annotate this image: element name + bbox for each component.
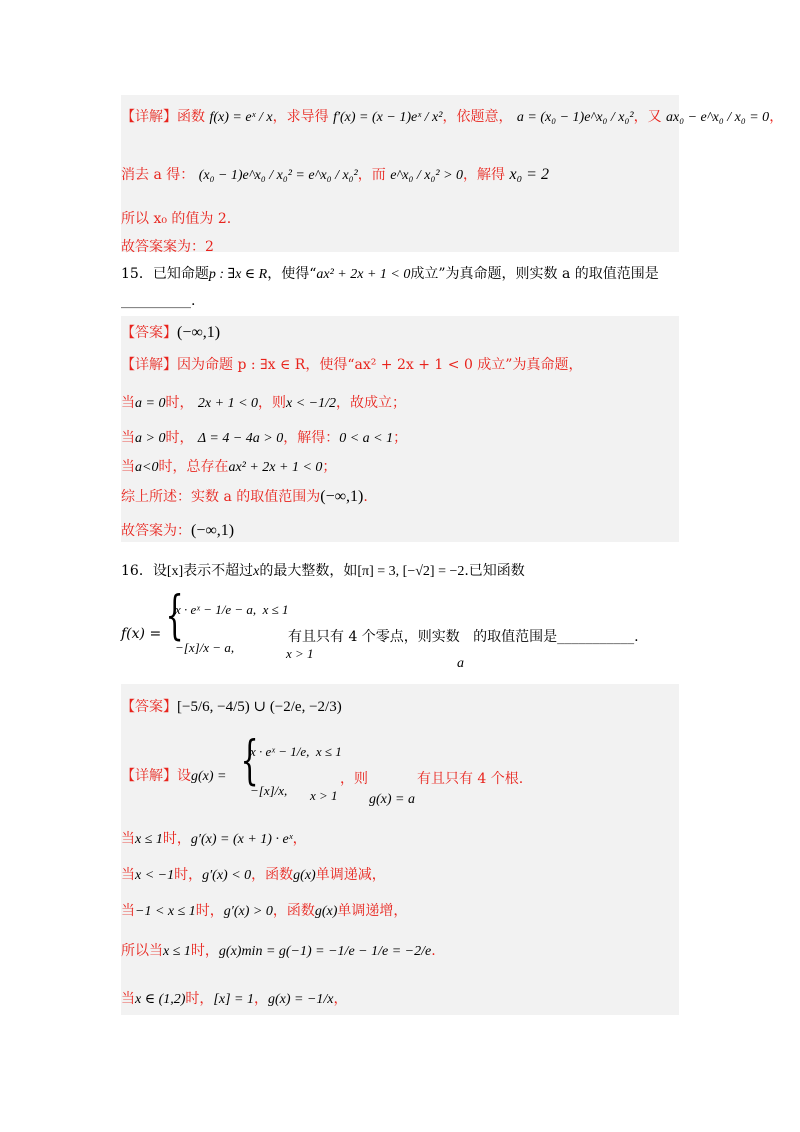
q16-detail-line2: 当x ≤ 1时，g′(x) = (x + 1) · eˣ， — [121, 831, 307, 847]
q16-a-var: a — [457, 656, 464, 671]
q14-detail-line3: 所以 x₀ 的值为 2. — [121, 211, 232, 227]
q16-detail-line3: 当x < −1时，g′(x) < 0，函数g(x)单调递减， — [121, 867, 386, 883]
q15-detail-line3: 当a > 0时， Δ = 4 − 4a > 0，解得：0 < a < 1； — [121, 430, 408, 446]
proposition-p: p : ∃x ∈ R — [208, 267, 268, 282]
q15-detail-line4: 当a<0时，总存在ax² + 2x + 1 < 0； — [121, 459, 337, 475]
q14-detail-line1: 【详解】函数 f(x) = eˣ / x，求导得 f′(x) = (x − 1)eˣ / x²，依题意， a = (x₀ − 1)e^x₀ / x₀²，又 ax₀ − e^x₀ / x₀ = 0， — [121, 109, 784, 125]
q16-detail-line5: 所以当x ≤ 1时，g(x)min = g(−1) = −1/e − 1/e = −2/e. — [121, 943, 436, 959]
q15-stem-line2: __________. — [121, 293, 196, 309]
q16-g-brace: { — [240, 731, 259, 791]
q14-detail-line4: 故答案案为：2 — [121, 239, 214, 255]
floor-examples: [π] = 3, [−√2] = −2 — [357, 564, 465, 579]
q16-stem-line1: 16．设[x]表示不超过x的最大整数，如[π] = 3, [−√2] = −2.已知函数 — [121, 563, 525, 579]
q16-detail-line6: 当x ∈ (1,2)时，[x] = 1，g(x) = −1/x， — [121, 991, 348, 1007]
answer-value: (−∞,1) — [177, 324, 221, 341]
a-definition: a = (x₀ − 1)e^x₀ / x₀² — [516, 110, 634, 125]
detail-tag: 【详解】 — [121, 109, 177, 125]
fprime-definition: f′(x) = (x − 1)eˣ / x² — [333, 110, 443, 125]
q16-stem-line2: 有且只有 4 个零点，则实数 的取值范围是___________. — [288, 629, 639, 645]
q16-detail-block — [121, 684, 679, 1015]
q16-case1: x · eˣ − 1/e − a, x ≤ 1 — [175, 602, 289, 617]
q16-detail-line1b: ，则 有且只有 4 个根. — [340, 771, 524, 787]
q16-g-eq-a: g(x) = a — [369, 792, 415, 807]
q15-detail-line6: 故答案为：(−∞,1) — [121, 522, 235, 539]
equation: (x₀ − 1)e^x₀ / x₀² = e^x₀ / x₀² — [198, 168, 358, 183]
f-definition: f(x) = eˣ / x — [209, 110, 273, 125]
q16-g-cond2: x > 1 — [310, 788, 338, 803]
answer-tag: 【答案】 — [121, 325, 177, 341]
inequality: e^x₀ / x₀² > 0 — [390, 168, 464, 183]
q16-detail-line1: 【详解】设g(x) = — [121, 768, 227, 784]
q16-cond2: x > 1 — [286, 646, 314, 661]
q16-detail-line4: 当−1 < x ≤ 1时，g′(x) > 0，函数g(x)单调递增， — [121, 903, 408, 919]
inequality: ax² + 2x + 1 < 0 — [316, 267, 411, 282]
q16-function-lhs: f(x) = — [121, 626, 162, 642]
detail-tag: 【详解】 — [121, 357, 177, 373]
q15-answer-line — [121, 322, 220, 342]
q16-answer-line — [121, 696, 342, 716]
q15-detail-line1: 【详解】因为命题 p : ∃x ∈ R，使得“ax² + 2x + 1 < 0 成立”为真命题， — [121, 357, 583, 373]
q15-stem-line1: 15．已知命题p : ∃x ∈ R，使得“ax² + 2x + 1 < 0成立”为真命题，则实数 a 的取值范围是 — [121, 266, 659, 282]
q16-case2: −[x]/x − a, — [175, 640, 235, 655]
q16-g-case1: x · eˣ − 1/e, x ≤ 1 — [250, 744, 342, 759]
q14-detail-line2: 消去 a 得： (x₀ − 1)e^x₀ / x₀² = e^x₀ / x₀²，而 e^x₀ / x₀² > 0，解得 x₀ = 2 — [121, 166, 549, 183]
detail-tag: 【详解】 — [121, 768, 177, 784]
q15-detail-line2: 当a = 0时， 2x + 1 < 0，则x < −1/2，故成立； — [121, 395, 407, 411]
q15-detail-line5: 综上所述：实数 a 的取值范围为(−∞,1). — [121, 488, 368, 505]
equation: ax₀ − e^x₀ / x₀ = 0 — [666, 110, 770, 125]
q16-brace: { — [165, 586, 184, 646]
answer-value: [−5/6, −4/5) ∪ (−2/e, −2/3) — [177, 699, 342, 715]
solution: x₀ = 2 — [509, 166, 549, 183]
answer-tag: 【答案】 — [121, 699, 177, 715]
q16-g-case2: −[x]/x, — [250, 783, 288, 798]
